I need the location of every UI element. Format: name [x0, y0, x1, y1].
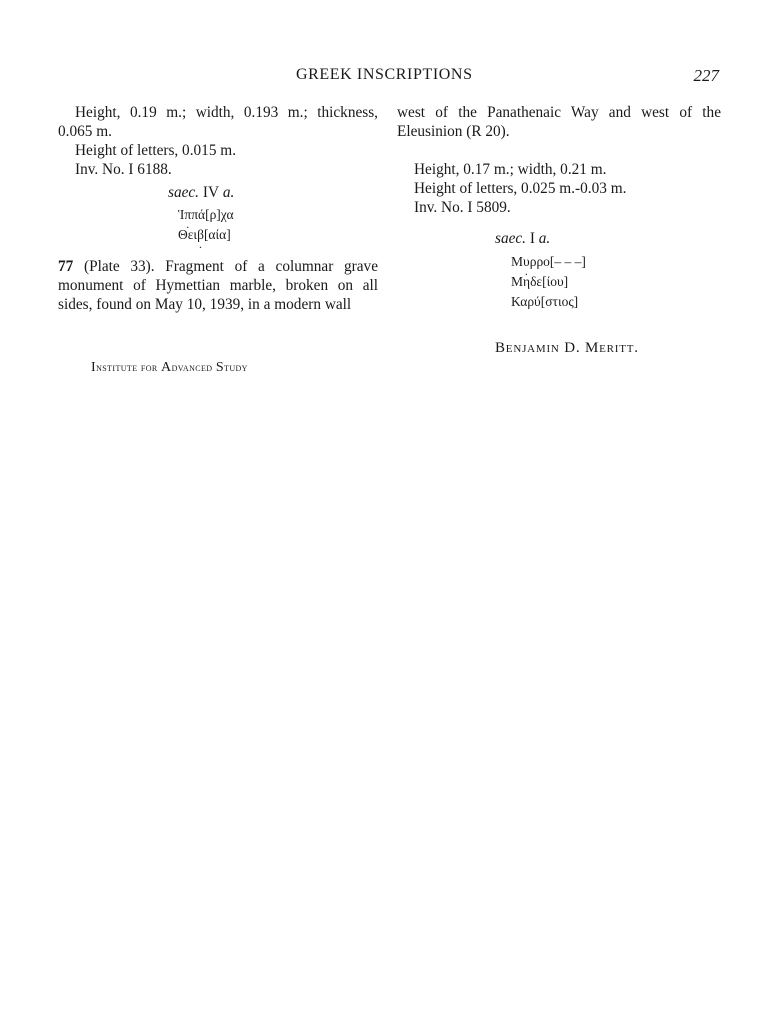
entry-description: (Plate 33). Fragment of a columnar grave monument of Hymettian marble, broken on all sides, found on May 10, 1939, in a modern wall — [58, 258, 378, 313]
institute-affiliation: Institute for Advanced Study — [91, 360, 248, 375]
entry-continuation: west of the Panathenaic Way and west of the Eleusinion (R 20). — [397, 104, 721, 140]
inscription-line: Θειβ .[αία] — [178, 225, 378, 245]
inventory-number: Inv. No. I 5809. — [414, 199, 511, 216]
inscription-line: Μυ .ρρο[– – –] — [511, 252, 721, 272]
entry-number: 77 — [58, 258, 74, 275]
running-head: GREEK INSCRIPTIONS — [296, 66, 473, 83]
inventory-number: Inv. No. I 6188. — [75, 161, 172, 178]
inscription-line: Καρύ[στιος] — [511, 294, 579, 309]
inscription-text — [397, 252, 721, 312]
right-column — [397, 103, 721, 312]
inscription-line: Ἱπ .πά[ρ]χα — [178, 205, 378, 225]
date-label: saec. I a. — [495, 230, 551, 247]
letter-height-text: Height of letters, 0.015 m. — [75, 142, 237, 159]
catalog-entry — [58, 257, 378, 314]
letter-height-text: Height of letters, 0.025 m.-0.03 m. — [414, 180, 627, 197]
dimensions-text: Height, 0.19 m.; width, 0.193 m.; thickness, 0.065 m. — [58, 104, 378, 140]
author-signature: Benjamin D. Meritt. — [495, 340, 639, 356]
date-label: saec. IV a. — [168, 184, 235, 201]
inscription-line: Μηδε[ίου] — [511, 274, 569, 289]
inscription-text — [58, 205, 378, 245]
left-column — [58, 103, 378, 314]
page-number: 227 — [693, 66, 719, 85]
dimensions-text: Height, 0.17 m.; width, 0.21 m. — [414, 161, 607, 178]
